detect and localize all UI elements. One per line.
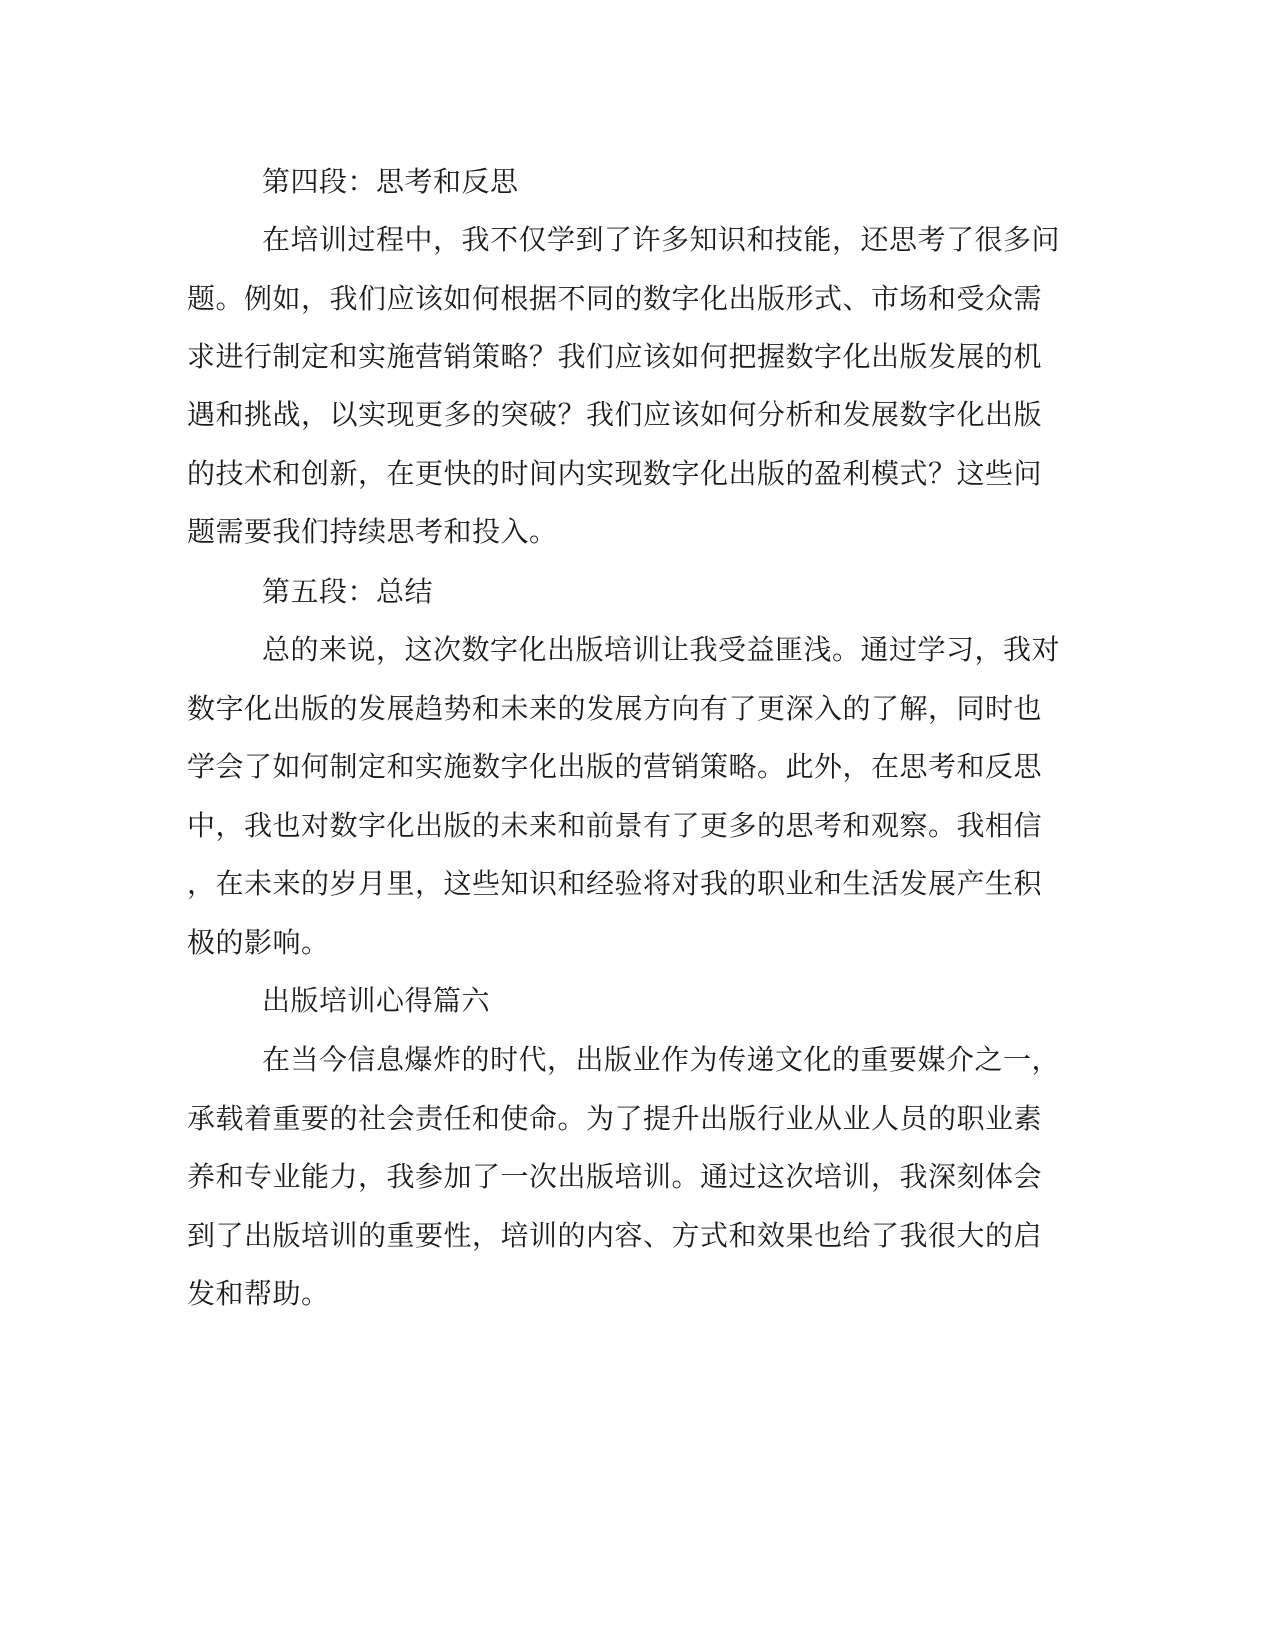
text-line: ，在未来的岁月里，这些知识和经验将对我的职业和生活发展产生积: [187, 867, 1043, 900]
text-line: 承载着重要的社会责任和使命。为了提升出版行业从业人员的职业素: [187, 1102, 1043, 1135]
text-line: 的技术和创新，在更快的时间内实现数字化出版的盈利模式？这些问: [187, 457, 1043, 490]
text-line: 求进行制定和实施营销策略？我们应该如何把握数字化出版发展的机: [187, 340, 1043, 373]
text-line: 题。例如，我们应该如何根据不同的数字化出版形式、市场和受众需: [187, 282, 1043, 315]
text-line: 数字化出版的发展趋势和未来的发展方向有了更深入的了解，同时也: [187, 692, 1043, 725]
text-line: 学会了如何制定和实施数字化出版的营销策略。此外，在思考和反思: [187, 750, 1043, 783]
text-line: 题需要我们持续思考和投入。: [187, 515, 558, 548]
text-line: 在培训过程中，我不仅学到了许多知识和技能，还思考了很多问: [262, 223, 1061, 256]
section-heading: 第四段：思考和反思: [262, 165, 519, 198]
text-line: 遇和挑战，以实现更多的突破？我们应该如何分析和发展数字化出版: [187, 398, 1043, 431]
text-line: 养和专业能力，我参加了一次出版培训。通过这次培训，我深刻体会: [187, 1160, 1043, 1193]
text-line: 发和帮助。: [187, 1277, 330, 1310]
section-heading: 第五段：总结: [262, 575, 434, 608]
text-line: 极的影响。: [187, 926, 330, 959]
text-line: 中，我也对数字化出版的未来和前景有了更多的思考和观察。我相信: [187, 809, 1043, 842]
text-line: 在当今信息爆炸的时代，出版业作为传递文化的重要媒介之一，: [262, 1043, 1061, 1076]
text-line: 总的来说，这次数字化出版培训让我受益匪浅。通过学习，我对: [262, 633, 1061, 666]
section-heading: 出版培训心得篇六: [262, 984, 491, 1017]
text-line: 到了出版培训的重要性，培训的内容、方式和效果也给了我很大的启: [187, 1219, 1043, 1252]
